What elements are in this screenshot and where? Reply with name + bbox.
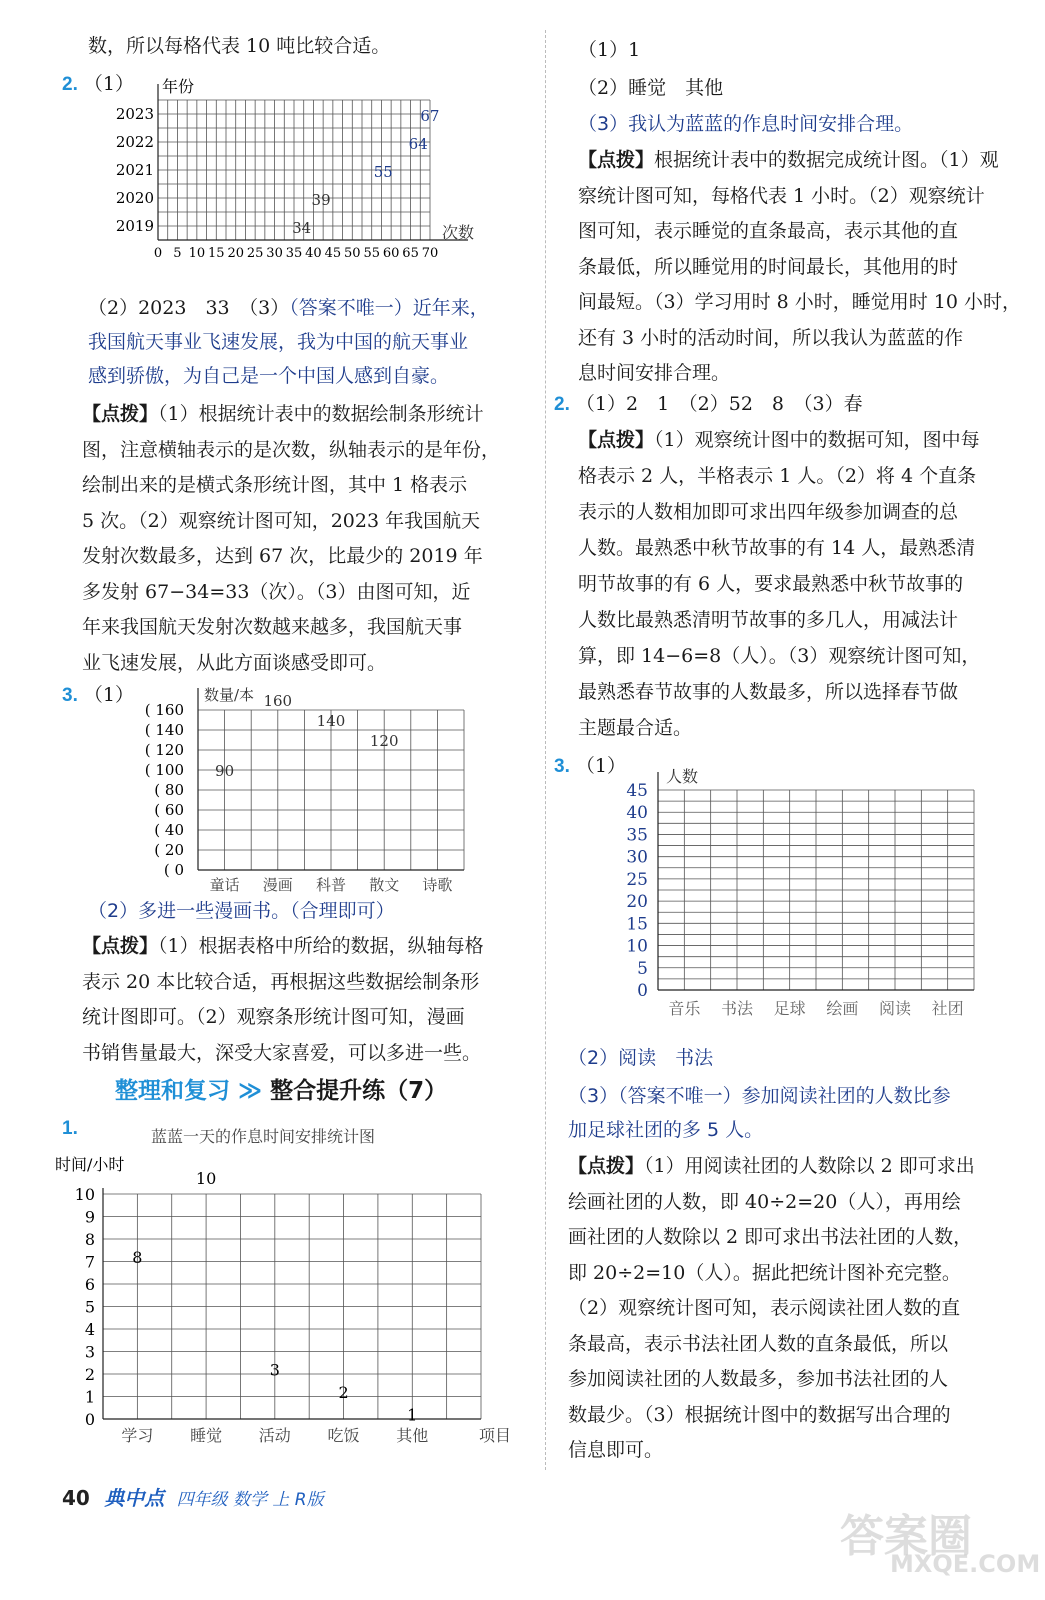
- brand-logo: 典中点: [104, 1486, 165, 1510]
- question-number: 3.: [554, 756, 570, 777]
- question-3-header: [62, 677, 134, 714]
- data-label: 8: [132, 1248, 143, 1267]
- question-number: 2.: [62, 74, 78, 95]
- question-number: 1.: [62, 1118, 78, 1139]
- y-tick-label: 20: [626, 892, 648, 913]
- tip-line: [578, 566, 963, 602]
- tip-text: 发射次数最多，达到 67 次，比最少的 2019 年: [82, 545, 483, 567]
- section-subtitle: 整合提升练（7）: [270, 1078, 448, 1104]
- tip-line: [82, 645, 386, 681]
- x-tick-label: 50: [344, 246, 361, 261]
- tip-text: 人数比最熟悉清明节故事的多几人，用减法计: [578, 609, 959, 631]
- tip-line: [578, 213, 958, 249]
- tip-line: [578, 530, 975, 566]
- x-tick-label: 0: [153, 246, 163, 261]
- x-tick-label: 40: [305, 246, 322, 261]
- y-tick-label: ( 140: [144, 721, 184, 739]
- tip-text: 图，注意横轴表示的是次数，纵轴表示的是年份，: [82, 438, 501, 461]
- handwritten-answer: （2）阅读 书法: [568, 1047, 714, 1069]
- y-tick-label: ( 0: [163, 861, 184, 879]
- data-label: 34: [292, 219, 312, 237]
- tip-label: 【点拨】: [578, 149, 655, 171]
- tip-line: [82, 432, 500, 468]
- arrow-icon: ≫: [238, 1078, 263, 1104]
- tip-line: [568, 1290, 960, 1326]
- y-tick-label: 35: [626, 825, 648, 846]
- y-tick-label: 45: [626, 781, 648, 801]
- data-label: 39: [311, 191, 331, 209]
- y-tick-label: 4: [84, 1320, 95, 1339]
- y-tick-label: ( 40: [154, 821, 184, 839]
- section-title: 整理和复习: [115, 1078, 230, 1104]
- column-divider: [545, 30, 546, 1470]
- handwritten-answer: 我国航天事业飞速发展，我为中国的航天事业: [88, 331, 469, 353]
- data-label: 120: [369, 732, 399, 750]
- y-tick-label: 15: [626, 914, 648, 935]
- y-tick-label: 10: [74, 1185, 95, 1204]
- answer-2-3: （2）2023 33 （3）: [88, 297, 290, 319]
- data-label: 10: [195, 1169, 217, 1188]
- y-tick-label: 2019: [115, 217, 154, 235]
- tip-line: [578, 710, 692, 746]
- book-info: 四年级 数学 上 R版: [176, 1490, 324, 1510]
- tip-text: 即 20÷2=10（人）。据此把统计图补充完整。: [568, 1261, 961, 1284]
- chart-books: [140, 680, 510, 895]
- y-tick-label: 3: [84, 1342, 95, 1362]
- tip-line: [578, 458, 976, 494]
- tip-text: 最熟悉春节故事的人数最多，所以选择春节做: [578, 681, 959, 703]
- y-tick-label: 2020: [115, 189, 154, 207]
- tip-text: 表示 20 本比较合适，再根据这些数据绘制条形: [82, 970, 480, 993]
- tip-text: 绘画社团的人数，即 40÷2=20（人），再用绘: [568, 1190, 961, 1213]
- x-tick-label: 童话: [209, 876, 240, 894]
- x-tick-label: 10: [188, 246, 206, 261]
- x-tick-label: 65: [402, 246, 419, 261]
- y-axis-label: 数量/本: [204, 686, 255, 704]
- x-tick-label: 5: [173, 246, 182, 261]
- data-label: 55: [373, 163, 393, 181]
- tip-text: （1）根据表格中所给的数据，纵轴每格: [158, 935, 484, 957]
- tip-text: 数最少。（3）根据统计图中的数据写出合理的: [568, 1403, 951, 1426]
- tip-text: 格表示 2 人，半格表示 1 人。（2）将 4 个直条: [578, 465, 977, 487]
- tip-line: [578, 602, 958, 638]
- y-tick-label: ( 160: [144, 701, 184, 719]
- y-tick-label: 2022: [115, 133, 154, 151]
- x-tick-label: 活动: [258, 1426, 291, 1445]
- x-tick-label: 15: [208, 246, 225, 261]
- tip-text: 书销售量最大，深受大家喜爱，可以多进一些。: [82, 1041, 482, 1064]
- tip-text: 主题最合适。: [578, 717, 693, 739]
- tip-text: 根据统计表中的数据完成统计图。（1）观: [654, 149, 999, 171]
- tip-line: [578, 320, 963, 356]
- handwritten-answer: （3）（答案不唯一）参加阅读社团的人数比参: [568, 1085, 951, 1107]
- data-label: 67: [420, 107, 440, 125]
- y-tick-label: 2021: [115, 161, 154, 179]
- tip-text: （2）观察统计图可知，表示阅读社团人数的直: [568, 1297, 961, 1319]
- handwritten-answer: 加足球社团的多 5 人。: [568, 1119, 764, 1141]
- x-tick-label: 散文: [369, 876, 400, 894]
- tip-text: 息时间安排合理。: [578, 362, 731, 384]
- x-axis-label: 次数: [442, 223, 475, 242]
- tip-line: [82, 1035, 481, 1071]
- data-label: 3: [269, 1360, 280, 1380]
- tip-text: 条最高，表示书法社团人数的直条最低，所以: [568, 1332, 949, 1355]
- y-axis-label: 人数: [666, 767, 699, 786]
- x-tick-label: 足球: [773, 999, 806, 1018]
- y-tick-label: ( 20: [154, 841, 184, 859]
- section-heading: [115, 1072, 447, 1105]
- x-tick-label: 60: [382, 246, 400, 261]
- x-tick-label: 科普: [315, 876, 347, 894]
- data-label: 1: [407, 1405, 418, 1425]
- chart-schedule: [55, 1122, 535, 1452]
- watermark-url: MXQE.COM: [890, 1550, 1041, 1578]
- part-label: （1）: [83, 73, 134, 95]
- answer-text: （1）2 1 （2）52 8 （3）春: [575, 393, 863, 415]
- tip-text: （1）用阅读社团的人数除以 2 即可求出: [644, 1155, 975, 1177]
- x-tick-label: 45: [324, 246, 342, 261]
- y-tick-label: ( 100: [144, 761, 184, 779]
- tip-line: [82, 538, 483, 574]
- tip-text: 年来我国航天发射次数越来越多，我国航天事: [82, 616, 463, 638]
- page-number: 40: [62, 1486, 90, 1510]
- tip-text: 参加阅读社团的人数最多，参加书法社团的人: [568, 1368, 949, 1390]
- tip-label: 【点拨】: [82, 935, 159, 957]
- tip-line: [578, 284, 1021, 320]
- tip-text: （1）根据统计表中的数据绘制条形统计: [158, 403, 484, 425]
- tip-line: [82, 928, 484, 964]
- x-tick-label: 书法: [720, 999, 754, 1018]
- tip-line: [578, 249, 958, 285]
- tip-line: [568, 1432, 663, 1468]
- x-tick-label: 25: [246, 246, 264, 261]
- y-tick-label: 7: [84, 1252, 95, 1272]
- tip-text: 明节故事的有 6 人，要求最熟悉中秋节故事的: [578, 573, 964, 595]
- tip-line: [568, 1255, 961, 1291]
- y-tick-label: 0: [637, 981, 648, 1001]
- y-tick-label: 30: [626, 847, 648, 868]
- tip-text: 人数。最熟悉中秋节故事的有 14 人，最熟悉清: [578, 537, 976, 559]
- tip-line: [578, 178, 985, 214]
- x-tick-label: 漫画: [262, 876, 293, 894]
- tip-text: 表示的人数相加即可求出四年级参加调查的总: [578, 501, 959, 523]
- tip-line: [578, 142, 999, 178]
- x-tick-label: 30: [266, 246, 283, 261]
- data-label: 140: [316, 712, 346, 730]
- chart-clubs: [610, 762, 1000, 1032]
- tip-label: 【点拨】: [568, 1155, 645, 1177]
- tip-line: [578, 674, 958, 710]
- x-tick-label: 绘画: [826, 999, 859, 1018]
- data-label: 90: [215, 762, 235, 780]
- y-tick-label: 25: [626, 869, 648, 890]
- question-number: 3.: [62, 685, 78, 706]
- tip-text: 算，即 14−6=8（人）。（3）观察统计图可知，: [578, 645, 981, 667]
- page-footer: [62, 1482, 324, 1511]
- y-tick-label: 0: [84, 1410, 95, 1429]
- x-tick-label: 音乐: [668, 999, 701, 1018]
- x-tick-label: 55: [363, 246, 380, 261]
- chart-launches: [110, 72, 480, 287]
- y-tick-label: ( 80: [154, 781, 184, 799]
- y-tick-label: ( 120: [144, 741, 184, 759]
- tip-text: 多发射 67−34=33（次）。（3）由图可知，近: [82, 580, 471, 603]
- part-label: （1）: [575, 755, 626, 777]
- tip-line: [82, 503, 480, 539]
- tip-text: 画社团的人数除以 2 即可求出书法社团的人数，: [568, 1226, 973, 1248]
- x-tick-label: 阅读: [878, 999, 912, 1018]
- x-tick-label: 社团: [931, 999, 964, 1018]
- text-line: 数，所以每格代表 10 吨比较合适。: [88, 35, 391, 57]
- chart-title: 蓝蓝一天的作息时间安排统计图: [150, 1127, 376, 1146]
- tip-line: [568, 1326, 948, 1362]
- tip-line: [82, 964, 479, 1000]
- y-axis-label: 时间/小时: [55, 1155, 125, 1174]
- tip-line: [82, 467, 467, 503]
- tip-text: 5 次。（2）观察统计图可知，2023 年我国航天: [82, 509, 481, 532]
- watermark-logo: 答案圈: [840, 1511, 972, 1562]
- tip-text: 绘制出来的是横式条形统计图，其中 1 格表示: [82, 474, 468, 496]
- tip-line: [578, 638, 980, 674]
- x-tick-label: 学习: [121, 1426, 154, 1445]
- tip-line: [568, 1361, 948, 1397]
- y-tick-label: 10: [626, 936, 648, 957]
- tip-line: [568, 1148, 975, 1184]
- x-axis-label: 项目: [478, 1426, 512, 1445]
- x-tick-label: 睡觉: [190, 1426, 223, 1445]
- y-tick-label: 40: [626, 803, 648, 824]
- y-tick-label: 5: [637, 958, 648, 979]
- x-tick-label: 其他: [396, 1426, 429, 1445]
- y-tick-label: 2023: [115, 105, 154, 123]
- tip-label: 【点拨】: [578, 429, 655, 451]
- tip-label: 【点拨】: [82, 403, 159, 425]
- tip-text: 图可知，表示睡觉的直条最高，表示其他的直: [578, 220, 959, 242]
- tip-text: 间最短。（3）学习用时 8 小时，睡觉用时 10 小时，: [578, 291, 1022, 313]
- x-tick-label: 20: [227, 246, 244, 261]
- data-label: 64: [408, 135, 428, 153]
- y-tick-label: 6: [84, 1275, 95, 1294]
- handwritten-answer: （2）多进一些漫画书。（合理即可）: [88, 900, 395, 922]
- y-tick-label: 1: [84, 1387, 95, 1407]
- y-tick-label: 5: [84, 1297, 95, 1317]
- data-label: 2: [338, 1383, 349, 1402]
- tip-text: 条最低，所以睡觉用的时间最长，其他用的时: [578, 255, 959, 278]
- y-tick-label: 9: [84, 1207, 95, 1227]
- tip-text: 业飞速发展，从此方面谈感受即可。: [82, 651, 387, 674]
- x-tick-label: 35: [285, 246, 303, 261]
- answer-line: （2）睡觉 其他: [578, 77, 724, 99]
- tip-line: [82, 999, 465, 1035]
- tip-line: [578, 422, 980, 458]
- tip-text: 统计图即可。（2）观察条形统计图可知，漫画: [82, 1006, 465, 1028]
- tip-text: 察统计图可知，每格代表 1 小时。（2）观察统计: [578, 184, 985, 207]
- x-tick-label: 诗歌: [422, 876, 453, 894]
- tip-line: [82, 574, 471, 610]
- tip-text: 信息即可。: [568, 1439, 664, 1461]
- tip-line: [82, 396, 484, 432]
- data-label: 160: [263, 692, 293, 710]
- tip-text: 还有 3 小时的活动时间，所以我认为蓝蓝的作: [578, 326, 964, 349]
- handwritten-answer: （答案不唯一）近年来，: [289, 297, 489, 319]
- tip-line: [578, 494, 958, 530]
- handwritten-answer: 感到骄傲，为自己是一个中国人感到自豪。: [88, 365, 450, 387]
- question-2-answer: [554, 386, 863, 423]
- question-number: 2.: [554, 394, 570, 415]
- x-tick-label: 吃饭: [327, 1426, 360, 1445]
- tip-line: [568, 1219, 972, 1255]
- tip-line: [568, 1397, 951, 1433]
- y-tick-label: 8: [84, 1230, 95, 1249]
- tip-line: [568, 1184, 961, 1220]
- y-tick-label: 2: [84, 1365, 95, 1384]
- part-label: （1）: [83, 684, 134, 706]
- y-axis-label: 年份: [162, 77, 195, 96]
- handwritten-answer: （3）我认为蓝蓝的作息时间安排合理。: [578, 113, 914, 135]
- x-tick-label: 70: [421, 246, 439, 261]
- answer-line: [88, 290, 489, 326]
- tip-line: [82, 609, 462, 645]
- answer-line: （1）1: [578, 39, 641, 61]
- tip-text: （1）观察统计图中的数据可知，图中每: [654, 429, 980, 451]
- y-tick-label: ( 60: [154, 801, 184, 819]
